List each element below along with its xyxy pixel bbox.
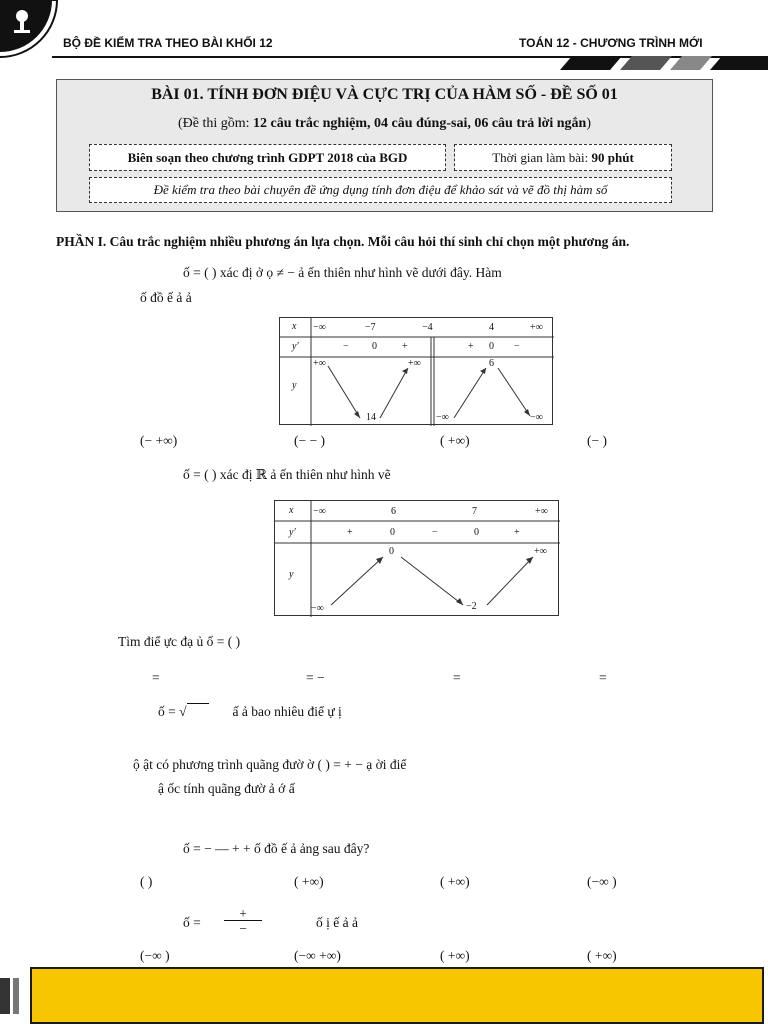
q1-yp-sign: 0	[489, 341, 494, 352]
q1-variation-table	[279, 317, 553, 425]
sqrt-bar	[187, 703, 209, 714]
header-stripes-icon	[560, 56, 768, 72]
q3-line1: ố = √ ấ ả bao nhiêu điể ự ị	[158, 704, 342, 719]
q2-y-value: −2	[466, 601, 477, 612]
q4-line2: ậ ốc tính quãng đườ ả ớ ấ	[158, 781, 295, 796]
q1-x-value: −7	[365, 322, 376, 333]
q2-x-value: 7	[472, 506, 477, 517]
q1-option-b[interactable]: (− − )	[294, 433, 325, 448]
q1-yp-sign: 0	[372, 341, 377, 352]
q6-option-d[interactable]: ( +∞)	[587, 948, 617, 963]
q1-y-value: +∞	[408, 358, 421, 369]
part1-heading: PHẦN I. Câu trắc nghiệm nhiều phương án lựa chọn. Mỗi câu hỏi thí sinh chỉ chọn một phương án.	[56, 234, 630, 249]
description-box: Đề kiểm tra theo bài chuyên đề ứng dụng tính đơn điệu để khảo sát và vẽ đồ thị hàm số	[89, 177, 672, 203]
q6-line1b: ố ị ế ả ả	[316, 915, 358, 930]
q2-y-value: −∞	[311, 603, 324, 614]
q1-y-value: 6	[489, 358, 494, 369]
header-right: TOÁN 12 - CHƯƠNG TRÌNH MỚI	[519, 36, 703, 50]
q1-yp-label: y′	[292, 341, 299, 352]
q2-yp-sign: −	[432, 527, 438, 538]
q2-x-label: x	[289, 505, 294, 516]
corner-logo	[0, 0, 60, 60]
q2-yp-sign: +	[514, 527, 520, 538]
q2-x-value: −∞	[313, 506, 326, 517]
q2-table-lines	[275, 501, 560, 617]
q2-yp-sign: +	[347, 527, 353, 538]
q6-option-a[interactable]: (−∞ )	[140, 948, 170, 963]
q5-option-c[interactable]: ( +∞)	[440, 874, 470, 889]
time-box: Thời gian làm bài: 90 phút	[454, 144, 672, 171]
q1-option-a[interactable]: (− +∞)	[140, 433, 178, 448]
q2-x-value: +∞	[535, 506, 548, 517]
q5-option-b[interactable]: ( +∞)	[294, 874, 324, 889]
exam-subtitle: (Đề thi gồm: 12 câu trắc nghiệm, 04 câu đúng-sai, 06 câu trả lời ngắn)	[178, 116, 591, 131]
q1-x-value: −∞	[313, 322, 326, 333]
source-box: Biên soạn theo chương trình GDPT 2018 của BGD	[89, 144, 446, 171]
q2-y-value: +∞	[534, 546, 547, 557]
q1-y-value: +∞	[313, 358, 326, 369]
q1-y-label: y	[292, 380, 297, 391]
q5-option-d[interactable]: (−∞ )	[587, 874, 617, 889]
q2-ask: Tìm điể ực đạ ủ ố = ( )	[118, 634, 241, 649]
q2-x-value: 6	[391, 506, 396, 517]
q2-y-value: 0	[389, 546, 394, 557]
q1-option-d[interactable]: (− )	[587, 433, 607, 448]
q1-yp-sign: +	[468, 341, 474, 352]
q2-y-label: y	[289, 569, 294, 580]
q2-option-d[interactable]: =	[599, 670, 607, 685]
q1-x-value: +∞	[530, 322, 543, 333]
q6-lead: ố =	[183, 915, 201, 930]
q2-option-a[interactable]: =	[152, 670, 160, 685]
q1-line2: ố đồ ế ả ả	[140, 290, 192, 305]
q1-line1: ố = ( ) xác đị ở ọ ≠ − ả ến thiên như hình vẽ dưới đây. Hàm	[183, 265, 502, 280]
q1-x-label: x	[292, 321, 297, 332]
q2-yp-sign: 0	[474, 527, 479, 538]
header-left: BỘ ĐỀ KIỂM TRA THEO BÀI KHỐI 12	[63, 36, 273, 50]
q2-yp-sign: 0	[390, 527, 395, 538]
q2-option-c[interactable]: =	[453, 670, 461, 685]
q1-y-value: −∞	[436, 412, 449, 423]
q5-option-a[interactable]: ( )	[140, 874, 153, 889]
q2-line1: ố = ( ) xác đị ℝ ả ến thiên như hình vẽ	[183, 467, 391, 482]
q4-line1: ộ ật có phương trình quãng đườ ờ ( ) = + − ạ ời điể	[133, 757, 407, 772]
q1-x-value: −4	[422, 322, 433, 333]
q1-y-value: −∞	[530, 412, 543, 423]
exam-title: BÀI 01. TÍNH ĐƠN ĐIỆU VÀ CỰC TRỊ CỦA HÀM SỐ - ĐỀ SỐ 01	[151, 86, 618, 103]
q1-yp-sign: −	[343, 341, 349, 352]
q5-line1: ố = − — + + ố đồ ế ả ảng sau đây?	[183, 841, 370, 856]
q1-x-value: 4	[489, 322, 494, 333]
q1-yp-sign: −	[514, 341, 520, 352]
q6-option-c[interactable]: ( +∞)	[440, 948, 470, 963]
q6-option-b[interactable]: (−∞ +∞)	[294, 948, 341, 963]
q2-option-b[interactable]: = −	[306, 670, 325, 685]
q1-y-value: 14	[366, 412, 376, 423]
q2-yp-label: y′	[289, 527, 296, 538]
footer-stripe-left	[0, 978, 10, 1014]
q1-yp-sign: +	[402, 341, 408, 352]
footer-stripe-left	[13, 978, 19, 1014]
footer-banner	[30, 967, 764, 1024]
logo-icon	[0, 0, 60, 60]
q6-fraction: + −	[224, 906, 262, 935]
q1-option-c[interactable]: ( +∞)	[440, 433, 470, 448]
q2-variation-table	[274, 500, 559, 616]
q1-table-lines	[280, 318, 554, 426]
